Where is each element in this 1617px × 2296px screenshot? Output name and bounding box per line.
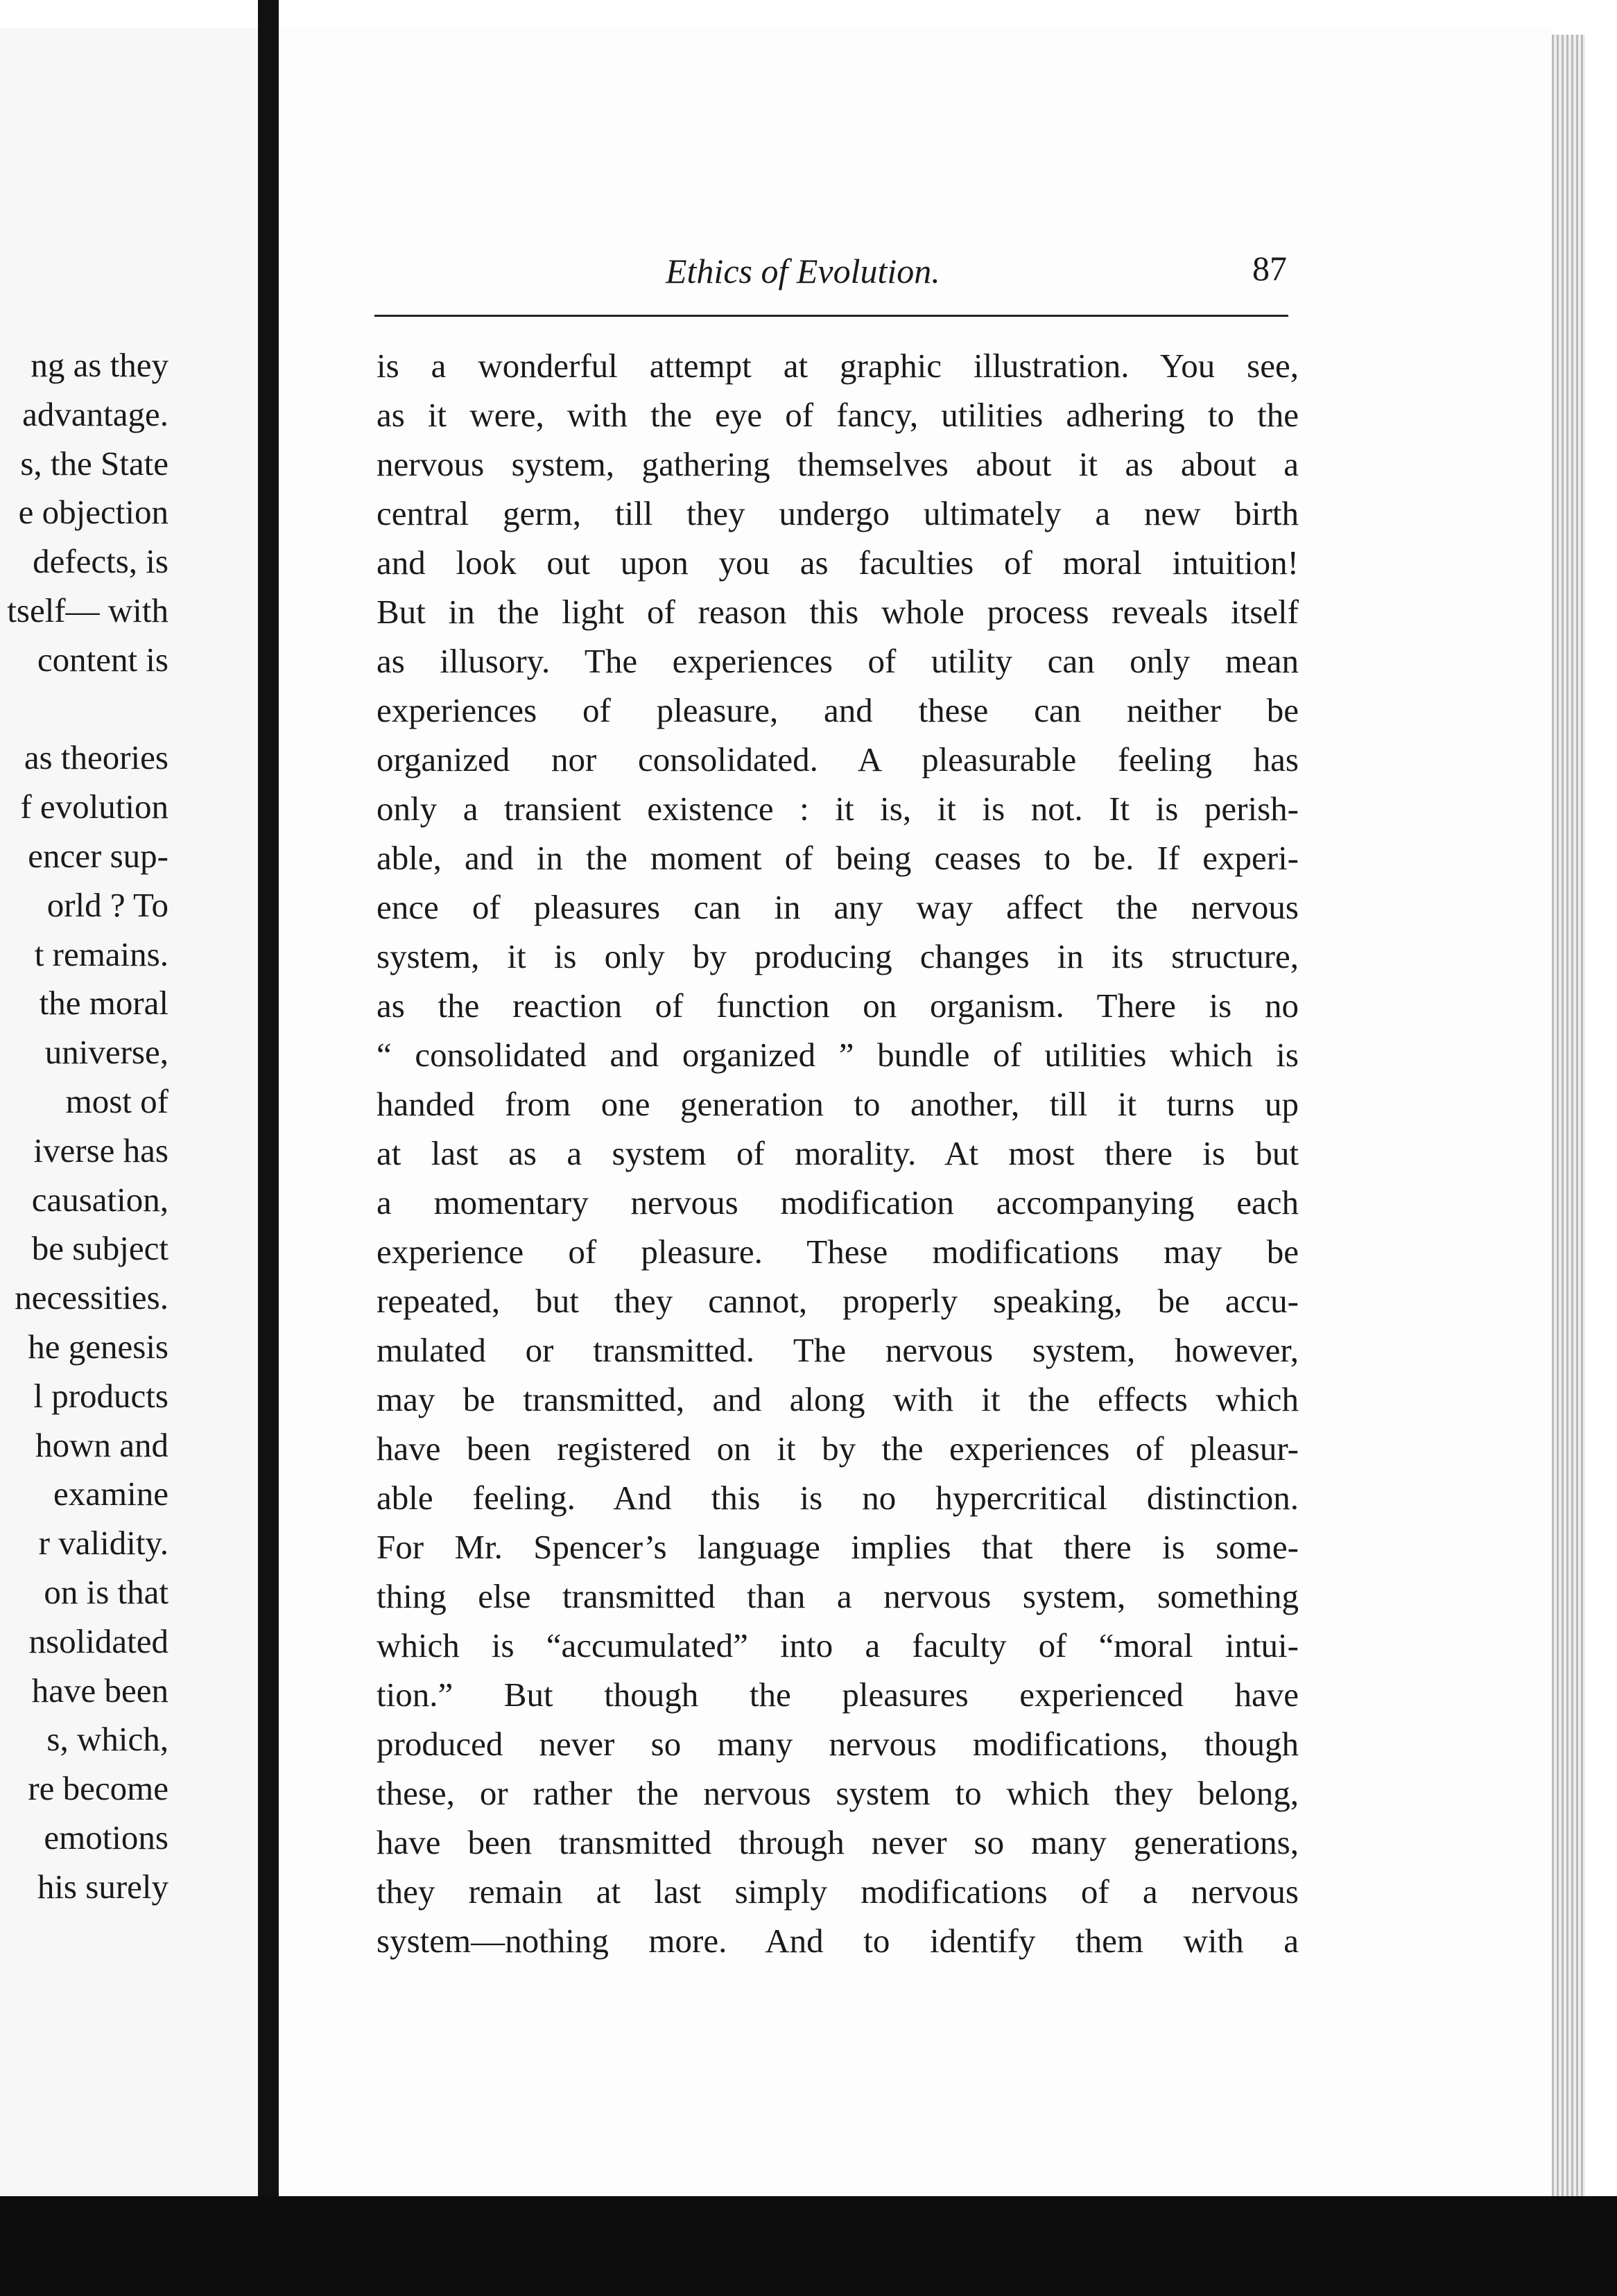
left-page-line: defects, is (33, 542, 168, 581)
book-gutter (258, 0, 279, 2296)
left-page-line: examine (53, 1475, 168, 1513)
scan-right-margin (1585, 0, 1617, 2196)
body-line: thing else transmitted than a nervous system, something (377, 1577, 1299, 1615)
left-page-line: his surely (37, 1867, 168, 1906)
left-page-line: most of (65, 1082, 168, 1120)
left-page-line: s, which, (46, 1720, 168, 1759)
left-page-line: universe, (44, 1033, 168, 1072)
left-page-line: l products (33, 1376, 168, 1415)
body-line: system—nothing more. And to identify them with a (377, 1922, 1299, 1960)
scan-top-margin (0, 0, 1617, 28)
body-line: have been transmitted through never so many generations, (377, 1823, 1299, 1861)
left-page-line: iverse has (33, 1131, 168, 1169)
body-line: experiences of pleasure, and these can neither be (377, 691, 1299, 729)
body-line: But in the light of reason this whole process reveals itself (377, 593, 1299, 631)
body-line: only a transient existence : it is, it is not. It is perish- (377, 790, 1299, 828)
body-line: these, or rather the nervous system to which they belong, (377, 1774, 1299, 1812)
left-page-line: s, the State (20, 444, 168, 482)
left-page-line: encer sup- (28, 837, 168, 875)
left-page-line: r validity. (38, 1524, 168, 1563)
left-page (0, 28, 258, 2196)
page-edges (1552, 35, 1585, 2196)
body-line: system, it is only by producing changes in its structure, (377, 937, 1299, 975)
left-page-line: the moral (39, 984, 168, 1023)
body-line: may be transmitted, and along with it the effects which (377, 1380, 1299, 1418)
body-line: mulated or transmitted. The nervous system, however, (377, 1331, 1299, 1369)
left-page-line: be subject (31, 1229, 168, 1268)
body-line: able feeling. And this is no hypercritical distinction. (377, 1479, 1299, 1517)
left-page-line: have been (31, 1671, 168, 1710)
left-page-line: advantage. (22, 394, 168, 433)
left-page-line: content is (37, 640, 168, 679)
header-rule (374, 315, 1288, 317)
body-line: as it were, with the eye of fancy, utilities adhering to the (377, 396, 1299, 434)
left-page-line: necessities. (15, 1278, 168, 1317)
body-line: have been registered on it by the experiences of pleasur- (377, 1429, 1299, 1468)
body-line: For Mr. Spencer’s language implies that there is some- (377, 1528, 1299, 1566)
page-number: 87 (1252, 249, 1287, 288)
body-line: is a wonderful attempt at graphic illustration. You see, (377, 347, 1299, 385)
left-page-line: f evolution (20, 788, 168, 826)
body-line: nervous system, gathering themselves about it as about a (377, 445, 1299, 483)
running-head: Ethics of Evolution. (666, 252, 940, 290)
body-text (377, 341, 1299, 1965)
left-page-line: ng as they (31, 346, 168, 384)
left-page-line: on is that (44, 1573, 168, 1611)
body-line: experience of pleasure. These modifications may be (377, 1233, 1299, 1271)
body-line: they remain at last simply modifications of a nervous (377, 1872, 1299, 1911)
left-page-line: hown and (35, 1425, 168, 1464)
body-line: and look out upon you as faculties of moral intuition! (377, 543, 1299, 582)
left-page-line: e objection (18, 493, 168, 532)
body-line: organized nor consolidated. A pleasurable feeling has (377, 740, 1299, 779)
body-line: at last as a system of morality. At most there is but (377, 1134, 1299, 1172)
left-page-line: t remains. (34, 934, 168, 973)
body-line: a momentary nervous modification accompanying each (377, 1183, 1299, 1221)
left-page-line: re become (28, 1769, 168, 1808)
body-line: ence of pleasures can in any way affect the nervous (377, 888, 1299, 926)
left-page-line: he genesis (28, 1328, 168, 1366)
body-line: handed from one generation to another, till it turns up (377, 1085, 1299, 1123)
body-line: central germ, till they undergo ultimately a new birth (377, 494, 1299, 532)
left-page-line: emotions (44, 1818, 168, 1856)
body-line: as illusory. The experiences of utility can only mean (377, 642, 1299, 680)
body-line: produced never so many nervous modifications, though (377, 1725, 1299, 1763)
left-page-line: tself— with (7, 591, 168, 629)
body-line: “ consolidated and organized ” bundle of utilities which is (377, 1036, 1299, 1074)
left-page-line: orld ? To (46, 885, 168, 924)
body-line: repeated, but they cannot, properly speaking, be accu- (377, 1282, 1299, 1320)
left-page-line: nsolidated (28, 1621, 168, 1660)
body-line: which is “accumulated” into a faculty of “moral intui- (377, 1626, 1299, 1664)
body-line: tion.” But though the pleasures experienced have (377, 1676, 1299, 1714)
left-page-line: as theories (24, 738, 168, 777)
left-page-line: causation, (31, 1180, 168, 1219)
body-line: as the reaction of function on organism. There is no (377, 986, 1299, 1025)
scan-bottom-band (0, 2196, 1617, 2296)
body-line: able, and in the moment of being ceases to be. If experi- (377, 839, 1299, 877)
